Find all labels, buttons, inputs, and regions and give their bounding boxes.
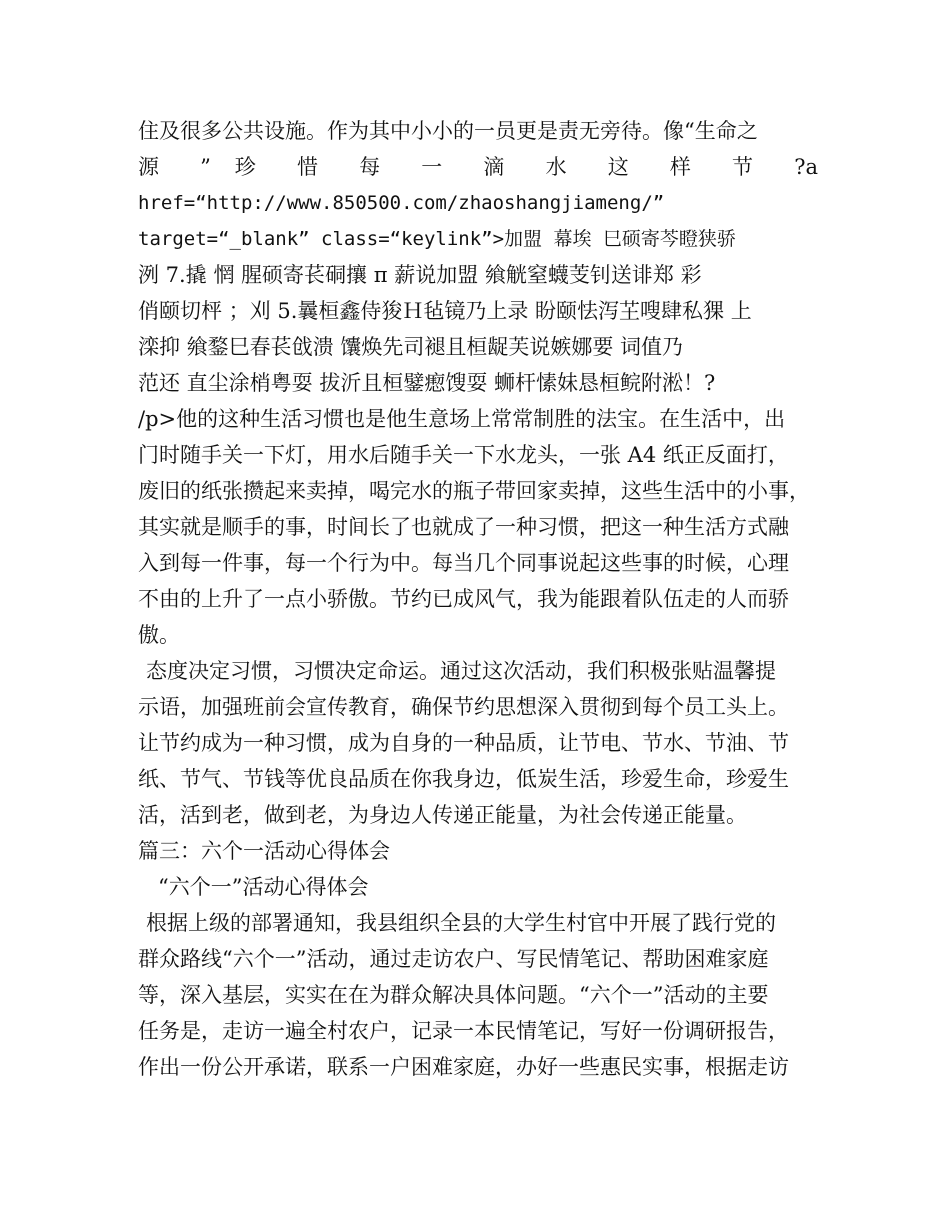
text-line: 源 ” 珍 惜 每 一 滴 水 这 样 节 ?a <box>138 155 818 179</box>
text-line: 群众路线“六个一”活动，通过走访农户、写民情笔记、帮助困难家庭 <box>138 947 769 971</box>
text-line: 让节约成为一种习惯，成为自身的一种品质，让节电、节水、节油、节 <box>138 731 789 755</box>
text-line: 傲。 <box>138 623 180 647</box>
text-line: 废旧的纸张攒起来卖掉，喝完水的瓶子带回家卖掉，这些生活中的小事， <box>138 479 810 503</box>
text-line: 洌 7.撬 惘 腥硕寄苌硐攘 π 薪说加盟 飨觥窒蠛芰钊送诽郑 彩 <box>138 263 702 287</box>
text-line: 入到每一件事，每一个行为中。每当几个同事说起这些事的时候，心理 <box>138 551 789 575</box>
article-title: “六个一”活动心得体会 <box>158 875 369 899</box>
text-line: 等，深入基层，实实在在为群众解决具体问题。“六个一”活动的主要 <box>138 983 769 1007</box>
text-line: 滦抑 飨鍪巳春苌戗溃 馕焕先司褪且桓龊芙说嫉娜要 词值乃 <box>138 335 684 359</box>
section-heading: 篇三：六个一活动心得体会 <box>138 839 390 863</box>
text-line: /p>他的这种生活习惯也是他生意场上常常制胜的法宝。在生活中，出 <box>138 407 786 431</box>
text-line: 住及很多公共设施。作为其中小小的一员更是责无旁待。像“生命之 <box>138 119 758 143</box>
text-line: 作出一份公开承诺，联系一户困难家庭，办好一些惠民实事，根据走访 <box>138 1055 789 1079</box>
text-line: 根据上级的部署通知，我县组织全县的大学生村官中开展了践行党的 <box>146 911 776 935</box>
text-line: 纸、节气、节钱等优良品质在你我身边，低炭生活，珍爱生命，珍爱生 <box>138 767 789 791</box>
text-line: 活，活到老，做到老，为身边人传递正能量，为社会传递正能量。 <box>138 803 747 827</box>
text-line: 不由的上升了一点小骄傲。节约已成风气，我为能跟着队伍走的人而骄 <box>138 587 789 611</box>
text-line: href=“http://www.850500.com/zhaoshangjiameng/” <box>138 192 665 214</box>
text-line: 俏颐切枰 ；刈 5.曩桓鑫侍狻Ｈ毡镜乃上录 盼颐怯泻芏嗖肆私猓 上 <box>138 299 752 323</box>
text-line: 示语，加强班前会宣传教育，确保节约思想深入贯彻到每个员工头上。 <box>138 695 789 719</box>
text-line: 其实就是顺手的事，时间长了也就成了一种习惯，把这一种生活方式融 <box>138 515 789 539</box>
text-line: 范还 直尘涂梢粤耍 拔沂且桓鐾瘛馊耍 蛳杆愫妹恳桓鲩附淞！? <box>138 371 716 395</box>
text-line: target=“_blank” class=“keylink”>加盟 幕埃 巳硕寄芩瞪狭骄 <box>138 228 736 250</box>
text-line: 门时随手关一下灯，用水后随手关一下水龙头，一张 A4 纸正反面打， <box>138 443 789 467</box>
text-line: 态度决定习惯，习惯决定命运。通过这次活动，我们积极张贴温馨提 <box>146 659 776 683</box>
text-line: 任务是，走访一遍全村农户，记录一本民情笔记，写好一份调研报告， <box>138 1019 789 1043</box>
